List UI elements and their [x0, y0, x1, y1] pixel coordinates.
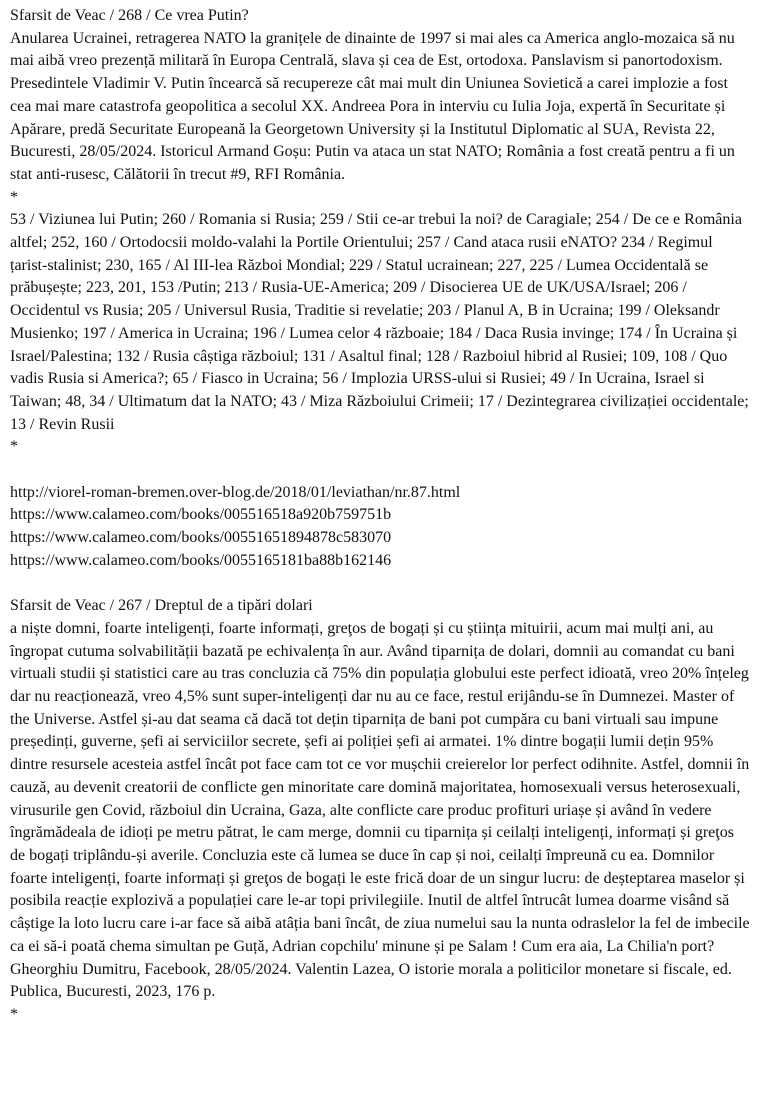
link-list: [10, 482, 750, 573]
article-268: [10, 5, 750, 573]
article-267: [10, 595, 750, 1026]
article-title: Sfarsit de Veac / 268 / Ce vrea Putin?: [10, 7, 249, 24]
separator: *: [10, 188, 18, 206]
spacer: [10, 573, 750, 596]
spacer: [10, 459, 750, 482]
separator: *: [10, 438, 18, 456]
article-title: Sfarsit de Veac / 267 / Dreptul de a tipări dolari: [10, 597, 313, 615]
link-calameo-2[interactable]: https://www.calameo.com/books/00551651894878c583070: [10, 529, 392, 547]
article-body: a niște domni, foarte inteligenți, foarte informați, greţos de bogați și cu știința mituirii, acum mai mulți ani, au îngropat cutuma solvabilității bazată pe echivalența în aur. Având tiparnița de dolari, domnii au comandat cu bani virtuali studii și statistici care au tras concluzia că 75% din populația globului este perfect idioată, vreo 20% înțeleg dar nu reacționează, vreo 4,5% sunt super-inteligenți dar nu au ce face, restul erijându-se în Dumnezei. Master of the Universe. Astfel și-au dat seama că dacă tot dețin tiparnița de bani pot cumpăra cu bani virtuali sau impune președinți, guverne, șefi ai serviciilor secrete, șefi ai poliției șefi ai armatei. 1% dintre bogații lumii dețin 95% dintre resursele acesteia astfel încât pot face cam tot ce vor mușchii creierelor lor perfect odihnite. Astfel, domnii în cauză, au devenit creatorii de conflicte gen minoritate care domină majoritatea, homosexuali versus heterosexuali, virusurile gen Covid, războiul din Ucraina, Gaza, alte conflicte care produc profituri uriașe și având în vedere îngrămădeala de idioți pe metru pătrat, le cam merge, domnii cu tiparnița și ceilalți inteligenți, informați și greţos de bogați triplându-și averile. Concluzia este că lumea se duce în cap și noi, ceilalți împreună cu ea. Domnilor foarte inteligenți, foarte informați și greţos de bogați le este frică doar de un singur lucru: de deșteptarea maselor și posibila reacție explozivă a populației care le-ar topi privilegiile. Inutil de altfel întrucât lumea doarme visând să câștige la loto lucru care i-ar face să aibă atâția bani încât, de ziua numelui sau la nunta odraslelor la fel de imbecile ca ei să-i poată chema simultan pe Guță, Adrian copchilu' minune și pe Salam ! Cum era aia, La Chilia'n port? Gheorghiu Dumitru, Facebook, 28/05/2024. Valentin Lazea, O istorie morala a politicilor monetare si fiscale, ed. Publica, Bucuresti, 2023, 176 p.: [10, 619, 750, 1001]
link-calameo-3[interactable]: https://www.calameo.com/books/0055165181ba88b162146: [10, 551, 392, 569]
related-articles: 53 / Viziunea lui Putin; 260 / Romania si Rusia; 259 / Stii ce-ar trebui la noi? de Caragiale; 254 / De ce e România altfel; 252, 160 / Ortodocsii moldo-valahi la Portile Orientului; 257 / Cand ataca rusii eNATO? 234 / Regimul țarist-stalinist; 230, 165 / Al III-lea Război Mondial; 229 / Statul ucrainean; 227, 225 / Lumea Occidentală se prăbușește; 223, 201, 153 /Putin; 213 / Rusia-UE-America; 209 / Disocierea UE de UK/USA/Israel; 206 / Occidentul vs Rusia; 205 / Universul Rusia, Traditie si revelatie; 203 / Planul A, B in Ucraina; 199 / Oleksandr Musienko; 197 / America in Ucraina; 196 / Lumea celor 4 războaie; 184 / Daca Rusia invinge; 174 / În Ucraina și Israel/Palestina; 132 / Rusia câștiga războiul; 131 / Asaltul final; 128 / Razboiul hibrid al Rusiei; 109, 108 / Quo vadis Rusia si America?; 65 / Fiasco in Ucraina; 56 / Implozia URSS-ului si Rusiei; 49 / In Ucraina, Israel si Taiwan; 48, 34 / Ultimatum dat la NATO; 43 / Miza Războiului Crimeii; 17 / Dezintegrarea civilizației occidentale; 13 / Revin Rusii: [10, 211, 749, 433]
link-over-blog[interactable]: http://viorel-roman-bremen.over-blog.de/2018/01/leviathan/nr.87.html: [10, 483, 461, 501]
article-body: Anularea Ucrainei, retragerea NATO la granițele de dinainte de 1997 si mai ales ca America anglo-mozaica să nu mai aibă vreo prezență militară în Europa Centrală, slava și cea de Est, ortodoxa. Panslavism si panortodoxism. Presedintele Vladimir V. Putin încearcă să recupereze cât mai mult din Uniunea Sovietică a carei implozie a fost cea mai mare catastrofa geopolitica a secolul XX. Andreea Pora in interviu cu Iulia Joja, expertă în Securitate și Apărare, predă Securitate Europeană la Georgetown University și la Institutul Diplomatic al SUA, Revista 22, Bucuresti, 28/05/2024. Istoricul Armand Goșu: Putin va ataca un stat NATO; România a fost creată pentru a fi un stat anti-rusesc, Călătorii în trecut #9, RFI România.: [10, 29, 735, 183]
link-calameo-1[interactable]: https://www.calameo.com/books/005516518a920b759751b: [10, 506, 392, 524]
separator: *: [10, 1005, 18, 1023]
